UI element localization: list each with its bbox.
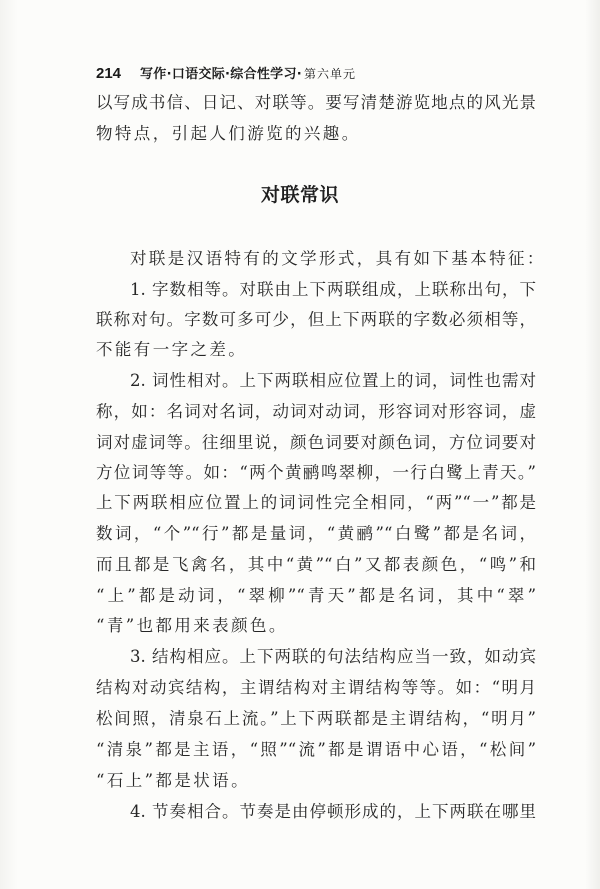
item-2-line: “青”也都用来表颜色。 [96, 616, 288, 635]
item-3-line: “清泉”都是主语，“照”“流”都是谓语中心语，“松间” [96, 740, 536, 759]
item-2-line: 称，如：名词对名词，动词对动词，形容词对形容词，虚 [96, 402, 536, 421]
running-head [96, 63, 356, 85]
item-3-line: “石上”都是状语。 [96, 771, 250, 790]
item-1-line: 联称对句。字数可多可少，但上下两联的字数必须相等， [96, 310, 536, 329]
item-2-line: 数词，“个”“行”都是量词，“黄鹂”“白鹭”都是名词， [96, 524, 536, 543]
lead-paragraph: 对联是汉语特有的文学形式，具有如下基本特征： [130, 249, 546, 268]
item-3-line: 3. 结构相应。上下两联的句法结构应当一致，如动宾 [130, 647, 536, 666]
intro-line: 物特点，引起人们游览的兴趣。 [96, 124, 361, 143]
item-2-line: 2. 词性相对。上下两联相应位置上的词，词性也需对 [130, 371, 536, 390]
intro-line: 以写成书信、日记、对联等。要写清楚游览地点的风光景 [96, 93, 536, 112]
page-number: 214 [96, 65, 122, 82]
item-1-line: 不能有一字之差。 [96, 340, 248, 359]
item-1-line: 1. 字数相等。对联由上下两联组成，上联称出句，下 [130, 280, 536, 299]
item-2-line: “上”都是动词，“翠柳”“青天”都是名词，其中“翠” [96, 586, 536, 605]
item-2-line: 上下两联相应位置上的词词性完全相同，“两”“一”都是 [96, 493, 536, 512]
item-3-line: 结构对动宾结构，主谓结构对主谓结构等等。如：“明月 [96, 678, 536, 697]
item-3-line: 松间照，清泉石上流。”上下两联都是主谓结构，“明月” [96, 709, 536, 728]
running-title: 写作·口语交际·综合性学习· [140, 67, 303, 82]
item-2-line: 而且都是飞禽名，其中“黄”“白”又都表颜色，“鸣”和 [96, 555, 536, 574]
item-2-line: 词对虚词等。往细里说，颜色词要对颜色词，方位词要对 [96, 433, 536, 452]
item-2-line: 方位词等等。如：“两个黄鹂鸣翠柳，一行白鹭上青天。” [96, 463, 536, 482]
item-4-line: 4. 节奏相合。节奏是由停顿形成的，上下两联在哪里 [130, 802, 536, 821]
section-title: 对联常识 [260, 184, 339, 206]
unit-label: 第六单元 [304, 67, 357, 81]
